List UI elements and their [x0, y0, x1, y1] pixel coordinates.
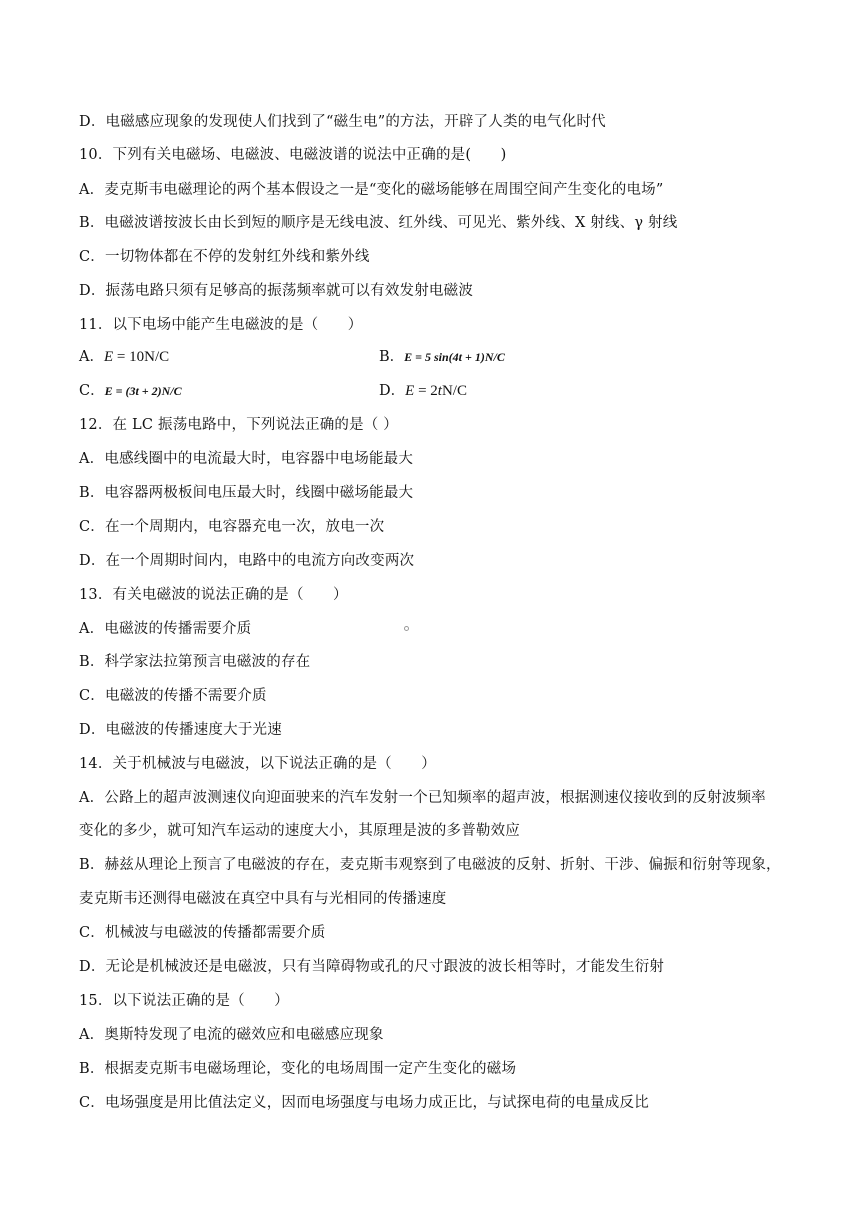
q11-option-c: [79, 381, 182, 401]
q11-option-b-formula: E = 5 sin(4t + 1)N/C: [404, 350, 505, 364]
q14-option-d: D．无论是机械波还是电磁波，只有当障碍物或孔的尺寸跟波的波长相等时，才能发生衍射: [79, 959, 665, 975]
q10-option-a: A．麦克斯韦电磁理论的两个基本假设之一是“变化的磁场能够在周围空间产生变化的电场”: [79, 182, 664, 198]
question-15-stem: 15．以下说法正确的是（ ）: [79, 993, 289, 1009]
q11-option-a-value: = 10N/C: [113, 349, 170, 365]
q12-option-c: C．在一个周期内，电容器充电一次，放电一次: [79, 519, 385, 535]
q11-option-d-label: D．: [379, 383, 406, 399]
q13-option-a: A．电磁波的传播需要介质: [79, 621, 252, 637]
q12-option-b: B．电容器两极板间电压最大时，线圈中磁场能最大: [79, 485, 414, 501]
question-12-stem: 12．在 LC 振荡电路中，下列说法正确的是（ ）: [79, 417, 398, 433]
q12-option-a: A．电感线圈中的电流最大时，电容器中电场能最大: [79, 451, 414, 467]
q11-option-a-label: A．: [79, 349, 104, 365]
stray-dot-mark: [404, 626, 409, 631]
q14-option-b-line2: 麦克斯韦还测得电磁波在真空中具有与光相同的传播速度: [79, 891, 447, 907]
q11-option-d-unit: N/C: [441, 383, 467, 399]
q15-option-c: C．电场强度是用比值法定义，因而电场强度与电场力成正比，与试探电荷的电量成反比: [79, 1095, 649, 1111]
q11-option-a: [79, 347, 169, 367]
q15-option-b: B．根据麦克斯韦电磁场理论，变化的电场周围一定产生变化的磁场: [79, 1061, 517, 1077]
q11-option-a-var: E: [103, 349, 114, 365]
q10-option-d: D．振荡电路只须有足够高的振荡频率就可以有效发射电磁波: [79, 283, 474, 299]
question-13-stem: 13．有关电磁波的说法正确的是（ ）: [79, 587, 348, 603]
q11-option-d: [379, 381, 467, 401]
q13-option-b: B．科学家法拉第预言电磁波的存在: [79, 654, 311, 670]
q14-option-a-line2: 变化的多少，就可知汽车运动的速度大小，其原理是波的多普勒效应: [79, 823, 520, 839]
q11-option-c-formula: E = (3t + 2)N/C: [104, 384, 182, 398]
question-11-stem: 11．以下电场中能产生电磁波的是（ ）: [79, 317, 363, 333]
q11-option-b-label: B．: [379, 349, 405, 365]
q11-option-d-t: t: [437, 383, 442, 399]
q9-option-d: D．电磁感应现象的发现使人们找到了“磁生电”的方法，开辟了人类的电气化时代: [79, 114, 606, 130]
q11-option-b: [379, 347, 505, 367]
q14-option-c: C．机械波与电磁波的传播都需要介质: [79, 925, 326, 941]
q14-option-a-line1: A．公路上的超声波测速仪向迎面驶来的汽车发射一个已知频率的超声波，根据测速仪接收到的反射波频率: [79, 790, 766, 806]
q11-option-c-label: C．: [79, 383, 105, 399]
question-14-stem: 14．关于机械波与电磁波，以下说法正确的是（ ）: [79, 756, 436, 772]
q10-option-b: B．电磁波谱按波长由长到短的顺序是无线电波、红外线、可见光、紫外线、X 射线、γ 射线: [79, 215, 678, 231]
q13-option-c: C．电磁波的传播不需要介质: [79, 688, 267, 704]
q12-option-d: D．在一个周期时间内，电路中的电流方向改变两次: [79, 553, 415, 569]
q14-option-b-line1: B．赫兹从理论上预言了电磁波的存在，麦克斯韦观察到了电磁波的反射、折射、干涉、偏振和衍射等现象，: [79, 857, 781, 873]
question-10-stem: 10．下列有关电磁场、电磁波、电磁波谱的说法中正确的是( ): [79, 147, 507, 163]
q15-option-a: A．奥斯特发现了电流的磁效应和电磁感应现象: [79, 1027, 384, 1043]
q11-option-d-coef: = 2: [414, 383, 438, 399]
q10-option-c: C．一切物体都在不停的发射红外线和紫外线: [79, 249, 370, 265]
q13-option-d: D．电磁波的传播速度大于光速: [79, 722, 282, 738]
q11-option-d-var: E: [405, 383, 415, 399]
